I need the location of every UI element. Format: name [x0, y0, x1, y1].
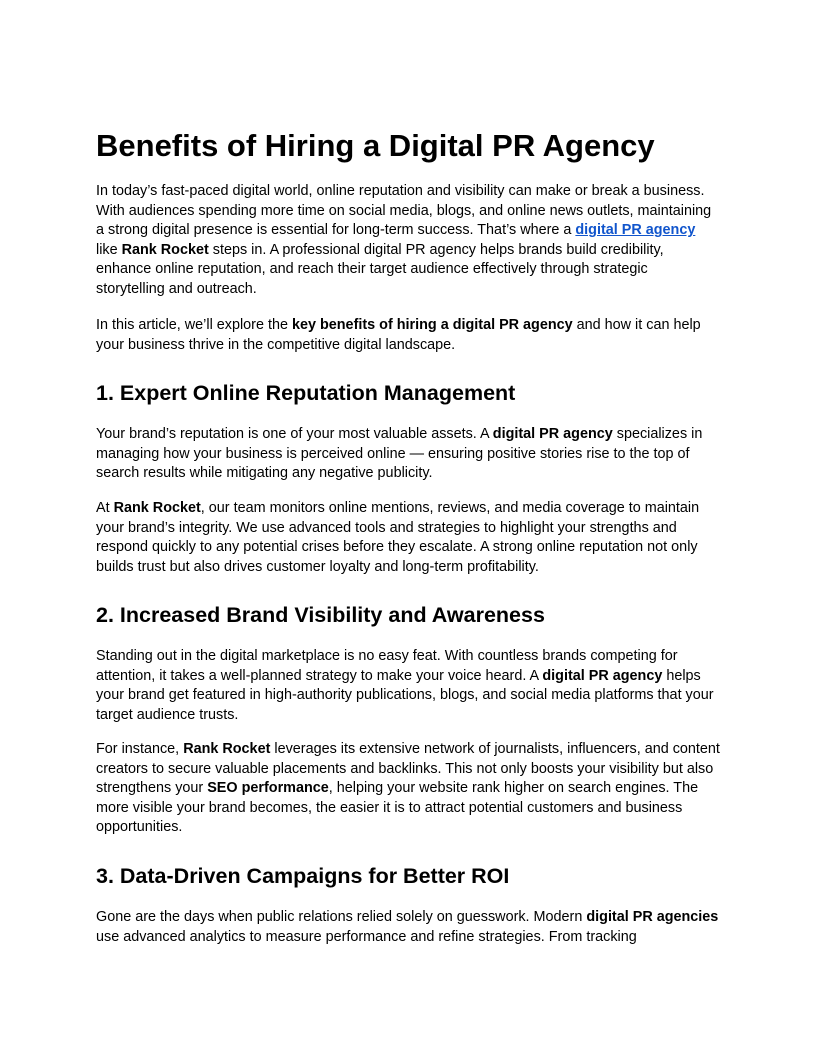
text-run: Gone are the days when public relations relied solely on guesswork. Modern [96, 909, 587, 925]
text-run: For instance, [96, 741, 184, 757]
intro-paragraph-2 [96, 316, 720, 355]
section-1-paragraph-1 [96, 425, 720, 484]
text-run: helps your brand get featured in high-authority publications, blogs, and social media platforms that your target audience trusts. [96, 667, 714, 723]
bold-text: Rank Rocket [183, 741, 271, 757]
bold-text: digital PR agency [492, 426, 613, 442]
text-run: In this article, we’ll explore the [96, 317, 292, 333]
text-run: and how it can help your business thrive in the competitive digital landscape. [96, 317, 701, 353]
intro-paragraph-1 [96, 182, 720, 299]
text-run: use advanced analytics to measure performance and refine strategies. From tracking [96, 928, 637, 945]
bold-text: Rank Rocket [113, 500, 201, 516]
text-run: At [96, 500, 114, 516]
bold-text: key benefits of hiring a digital PR agency [291, 317, 573, 333]
page-title: Benefits of Hiring a Digital PR Agency [96, 128, 655, 163]
bold-text: digital PR agency [542, 667, 663, 684]
text-run: In today’s fast-paced digital world, online reputation and visibility can make or break a business. With audiences spending more time on social media, blogs, and online news outlets, maintaining a strong digital presence is essential for long-term success. That’s where a [96, 183, 712, 238]
text-run: specializes in managing how your business is perceived online — ensuring positive stories rise to the top of search results while mitigating any negative publicity. [96, 426, 703, 481]
section-1-paragraph-2 [96, 499, 720, 577]
section-2-paragraph-1 [96, 647, 720, 725]
text-run: leverages its extensive network of journalists, influencers, and content creators to secure valuable placements and backlinks. This not only boosts your visibility but also strengthens your [96, 741, 720, 796]
text-run: like [96, 241, 122, 258]
section-heading-1: 1. Expert Online Reputation Management [96, 381, 516, 405]
bold-text: SEO performance [207, 780, 329, 796]
text-run: , our team monitors online mentions, reviews, and media coverage to maintain your brand’s integrity. We use advanced tools and strategies to highlight your strengths and respond quickly to any potential crises before they escalate. A strong online reputation not only builds trust but also drives customer loyalty and long-term profitability. [96, 500, 700, 575]
bold-text: Rank Rocket [121, 241, 209, 258]
digital-pr-agency-link[interactable]: digital PR agency [575, 222, 696, 238]
text-run: Standing out in the digital marketplace is no easy feat. With countless brands competing for attention, it takes a well-planned strategy to make your voice heard. A [96, 648, 678, 684]
section-2-paragraph-2 [96, 740, 720, 838]
section-heading-2: 2. Increased Brand Visibility and Awareness [96, 603, 545, 627]
bold-text: digital PR agencies [586, 909, 719, 925]
section-heading-3: 3. Data-Driven Campaigns for Better ROI [96, 864, 510, 888]
text-run: , helping your website rank higher on search engines. The more visible your brand becomes, the easier it is to attract potential customers and business opportunities. [96, 780, 699, 835]
text-run: Your brand’s reputation is one of your most valuable assets. A [96, 426, 493, 442]
section-3-paragraph-1 [96, 908, 720, 947]
text-run: steps in. A professional digital PR agency helps brands build credibility, enhance online reputation, and reach their target audience effectively through strategic storytelling and outreach. [96, 241, 664, 297]
